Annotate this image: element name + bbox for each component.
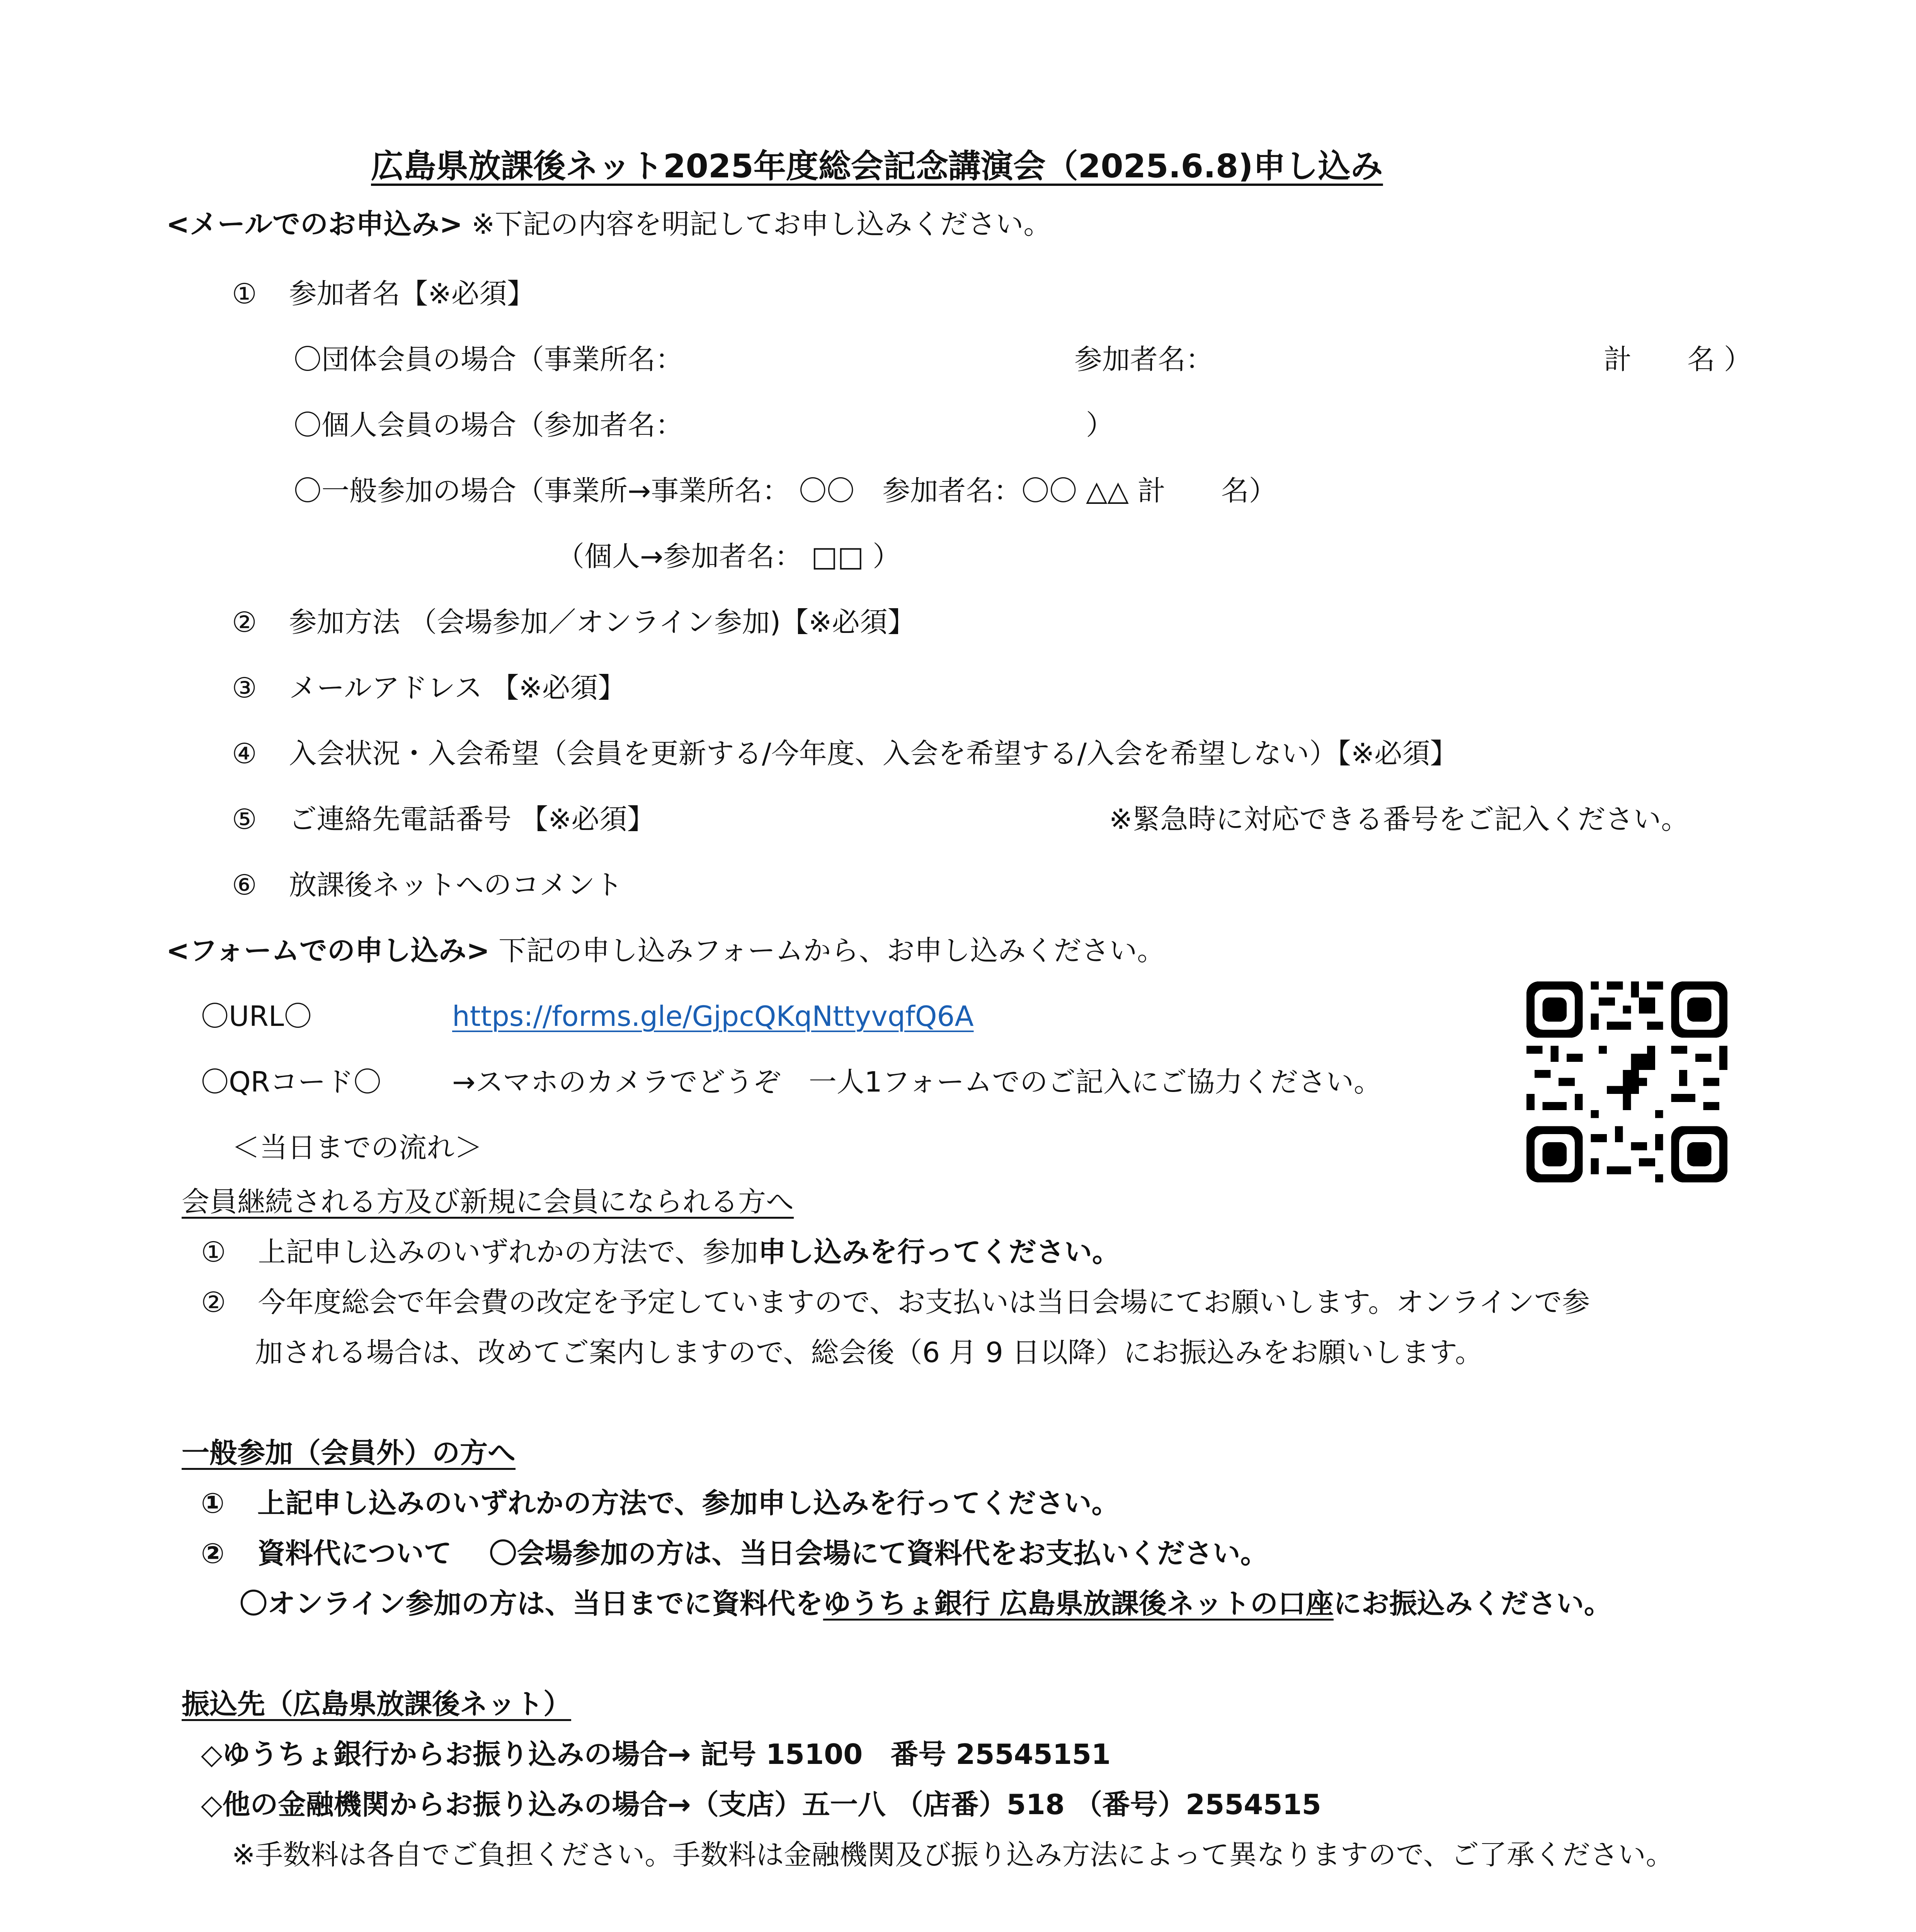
bank-account-highlight: ゆうちょ銀行 広島県放課後ネットの口座 — [823, 1587, 1334, 1620]
url-label: 〇URL〇 — [201, 1000, 312, 1032]
transfer-heading: 振込先（広島県放課後ネット） — [182, 1688, 572, 1720]
mail-item-num: ① — [232, 277, 257, 310]
general-item-text-a: 〇オンライン参加の方は、当日までに資料代を — [240, 1587, 823, 1620]
members-item-text-b: 申し込みを行ってください。 — [758, 1236, 1120, 1268]
transfer-fee-note: ※手数料は各自でご負担ください。手数料は金融機関及び振り込み方法によって異なりますので、ご了承ください。 — [232, 1838, 1674, 1871]
individual-member-case: 〇個人会員の場合（参加者名： — [294, 409, 684, 441]
mail-item-1 — [232, 274, 535, 313]
mail-item-text: 参加方法 （会場参加／オンライン参加)【※必須】 — [289, 606, 915, 638]
members-item-num: ② — [201, 1286, 226, 1318]
members-item-text: 今年度総会で年会費の改定を予定していますので、お支払いは当日会場にてお願いします。オンラインで参 — [258, 1286, 1590, 1318]
individual-close-paren: ） — [1086, 409, 1114, 441]
general-participant-case: 〇一般参加の場合（事業所→事業所名： 〇〇 参加者名：〇〇 △△ 計 名） — [294, 474, 1277, 507]
qr-label: 〇QRコード〇 — [201, 1066, 381, 1098]
mail-item-num: ⑥ — [232, 869, 257, 901]
mail-heading: <メールでのお申込み> — [166, 208, 463, 240]
general-item-text: 資料代について 〇会場参加の方は、当日会場にて資料代をお支払いください。 — [257, 1537, 1268, 1570]
general-individual-case: （個人→参加者名： □□ ） — [556, 540, 901, 573]
qr-instruction: →スマホのカメラでどうぞ 一人1フォームでのご記入にご協力ください。 — [452, 1066, 1382, 1098]
general-item-text-c: にお振込みください。 — [1333, 1587, 1612, 1620]
qr-code-icon[interactable] — [1526, 981, 1727, 1182]
members-item-1 — [201, 1233, 1120, 1271]
form-instruction: 下記の申し込みフォームから、お申し込みください。 — [498, 934, 1165, 967]
general-item-num: ① — [201, 1487, 225, 1519]
phone-note: ※緊急時に対応できる番号をご記入ください。 — [1109, 803, 1689, 835]
mail-item-text: 入会状況・入会希望（会員を更新する/今年度、入会を希望する/入会を希望しない）【※必須】 — [289, 737, 1458, 770]
mail-item-num: ③ — [232, 672, 257, 704]
mail-item-3 — [232, 668, 626, 707]
mail-item-num: ⑤ — [232, 803, 257, 835]
mail-item-num: ④ — [232, 737, 257, 770]
mail-item-text: メールアドレス 【※必須】 — [289, 672, 626, 704]
form-heading: <フォームでの申し込み> — [166, 934, 490, 967]
transfer-yucho: ◇ゆうちょ銀行からお振り込みの場合→ 記号 15100 番号 25545151 — [201, 1738, 1111, 1770]
document-title: 広島県放課後ネット2025年度総会記念講演会（2025.6.8)申し込み — [371, 147, 1383, 185]
mail-item-num: ② — [232, 606, 257, 638]
mail-item-5 — [232, 800, 655, 838]
transfer-other-bank: ◇他の金融機関からお振り込みの場合→（支店）五一八 （店番）518 （番号）2554515 — [201, 1788, 1321, 1821]
mail-item-6 — [232, 866, 623, 904]
general-item-1 — [201, 1484, 1120, 1522]
members-item-text-a: 上記申し込みのいずれかの方法で、参加 — [258, 1236, 758, 1268]
members-item-2 — [201, 1283, 1590, 1321]
form-section — [166, 931, 1165, 970]
form-url-link[interactable]: https://forms.gle/GjpcQKqNttyvqfQ6A — [452, 1000, 974, 1032]
members-item-num: ① — [201, 1236, 226, 1268]
general-heading: 一般参加（会員外）の方へ — [182, 1437, 516, 1469]
flow-heading: ＜当日までの流れ＞ — [232, 1131, 483, 1164]
general-item-3 — [240, 1584, 1612, 1623]
mail-item-4 — [232, 734, 1458, 773]
general-item-num: ② — [201, 1537, 225, 1570]
general-item-text: 上記申し込みのいずれかの方法で、参加申し込みを行ってください。 — [257, 1487, 1120, 1519]
mail-item-text: ご連絡先電話番号 【※必須】 — [289, 803, 655, 835]
group-total-label: 計 名 ） — [1604, 343, 1752, 376]
mail-section — [166, 205, 1051, 243]
mail-item-text: 放課後ネットへのコメント — [289, 869, 623, 901]
mail-instruction: ※下記の内容を明記してお申し込みください。 — [471, 208, 1052, 240]
members-heading: 会員継続される方及び新規に会員になられる方へ — [182, 1185, 794, 1218]
mail-item-2 — [232, 603, 915, 641]
general-item-2 — [201, 1534, 1268, 1573]
group-member-case: 〇団体会員の場合（事業所名： — [294, 343, 684, 376]
group-participant-label: 参加者名： — [1074, 343, 1214, 376]
mail-item-text: 参加者名【※必須】 — [289, 277, 535, 310]
members-item-2-continued: 加される場合は、改めてご案内しますので、総会後（6 月 9 日以降）にお振込みをお願いします。 — [255, 1336, 1483, 1369]
